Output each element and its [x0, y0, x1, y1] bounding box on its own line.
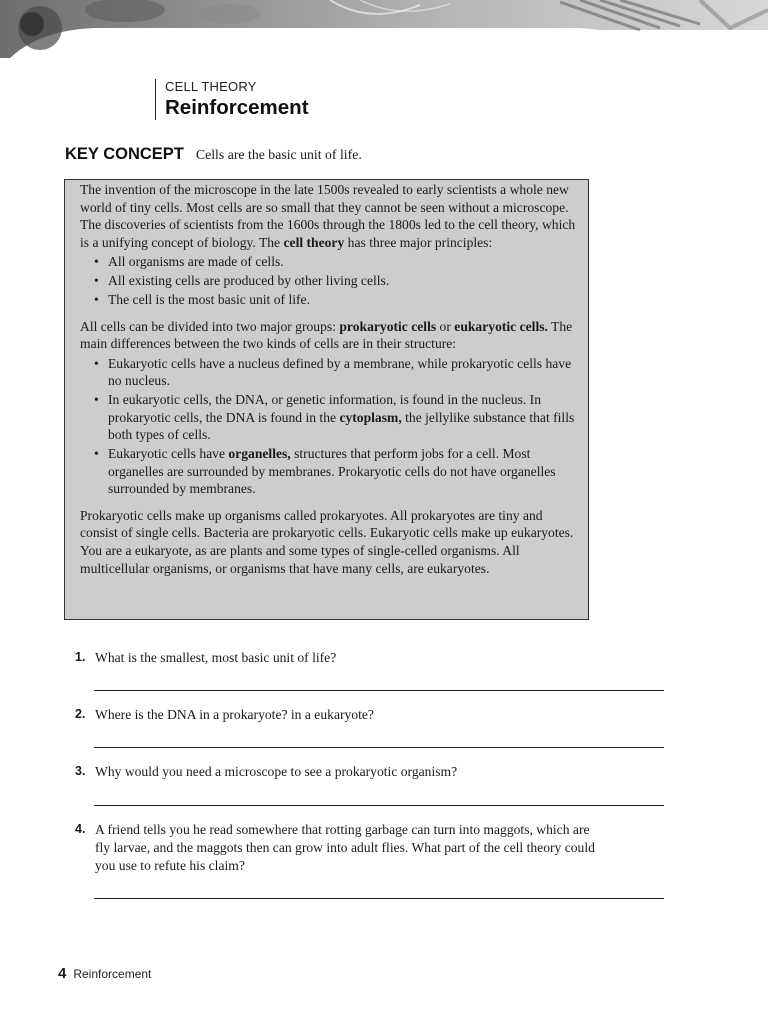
answer-line-3[interactable]	[94, 805, 664, 806]
question-4	[75, 821, 675, 874]
bold-term: prokaryotic cells	[339, 318, 437, 334]
page-footer	[58, 965, 151, 982]
bold-term: cytoplasm,	[339, 409, 402, 425]
list-item: • Eukaryotic cells have a nucleus defined by a membrane, while prokaryotic cells have no nucleus.	[94, 355, 572, 389]
list-item: • In eukaryotic cells, the DNA, or genetic information, is found in the nucleus. In prokaryotic cells, the DNA is found in the cytoplasm, the jellylike substance that fills both types of cells.	[94, 392, 575, 443]
answer-line-4[interactable]	[94, 898, 664, 899]
question-number: 4.	[75, 822, 86, 836]
reading-passage	[64, 179, 589, 620]
question-text: Why would you need a microscope to see a prokaryotic organism?	[95, 764, 458, 779]
paragraph-intro: The invention of the microscope in the late 1500s revealed to early scientists a whole new world of tiny cells. Most cells are so small that they cannot be seen without a microscope. The discoveries of scientists from the 1600s through the 1800s led to the cell theory, which is a unifying concept of biology. The cell theory has three major principles:	[80, 182, 576, 250]
question-text: A friend tells you he read somewhere that rotting garbage can turn into maggots, which are fly larvae, and the maggots then can grow into adult flies. What part of the cell theory could you use to refute his claim?	[95, 822, 595, 873]
question-1	[75, 649, 675, 667]
key-concept	[65, 145, 362, 164]
bold-term: organelles,	[228, 446, 291, 462]
header-banner-image	[0, 0, 768, 58]
list-item: • All existing cells are produced by other living cells.	[94, 273, 390, 289]
footer-label: Reinforcement	[73, 967, 152, 981]
list-item: • Eukaryotic cells have organelles, structures that perform jobs for a cell. Most organelles are surrounded by membranes. Prokaryotic cells do not have organelles surrounded by membranes.	[94, 446, 556, 497]
question-number: 1.	[75, 650, 86, 664]
title-block	[155, 79, 309, 120]
question-text: Where is the DNA in a prokaryote? in a eukaryote?	[95, 707, 374, 722]
key-concept-text: Cells are the basic unit of life.	[195, 147, 362, 162]
question-text: What is the smallest, most basic unit of life?	[95, 650, 337, 665]
question-3	[75, 763, 675, 781]
paragraph-prokaryotes: Prokaryotic cells make up organisms called prokaryotes. All prokaryotes are tiny and consist of single cells. Bacteria are prokaryotic cells. Eukaryotic cells make up eukaryotes. You are a eukaryote, as are plants and some types of single-celled organisms. All multicellular organisms, or organisms that have many cells, are eukaryotes.	[80, 507, 574, 576]
key-concept-label: KEY CONCEPT	[65, 145, 184, 163]
bullet-icon: •	[94, 291, 99, 307]
bold-term: cell theory	[283, 234, 345, 250]
question-2	[75, 706, 675, 724]
page-title: Reinforcement	[165, 96, 309, 119]
bullet-icon: •	[94, 273, 99, 289]
principles-list	[80, 253, 576, 308]
question-number: 3.	[75, 764, 86, 778]
section-label: CELL THEORY	[165, 79, 257, 94]
question-number: 2.	[75, 707, 86, 721]
answer-line-1[interactable]	[94, 690, 664, 691]
answer-line-2[interactable]	[94, 747, 664, 748]
bullet-icon: •	[94, 355, 99, 371]
bullet-icon: •	[94, 254, 99, 270]
list-item: • The cell is the most basic unit of life.	[94, 291, 310, 307]
bold-term: eukaryotic cells.	[454, 318, 548, 334]
bullet-icon: •	[94, 446, 99, 462]
bullet-icon: •	[94, 392, 99, 408]
differences-list	[80, 355, 576, 498]
list-item: • All organisms are made of cells.	[94, 254, 284, 270]
paragraph-cell-groups: All cells can be divided into two major groups: prokaryotic cells or eukaryotic cells. The main differences between the two kinds of cells are in their structure:	[80, 318, 573, 352]
page-number: 4	[58, 965, 67, 982]
